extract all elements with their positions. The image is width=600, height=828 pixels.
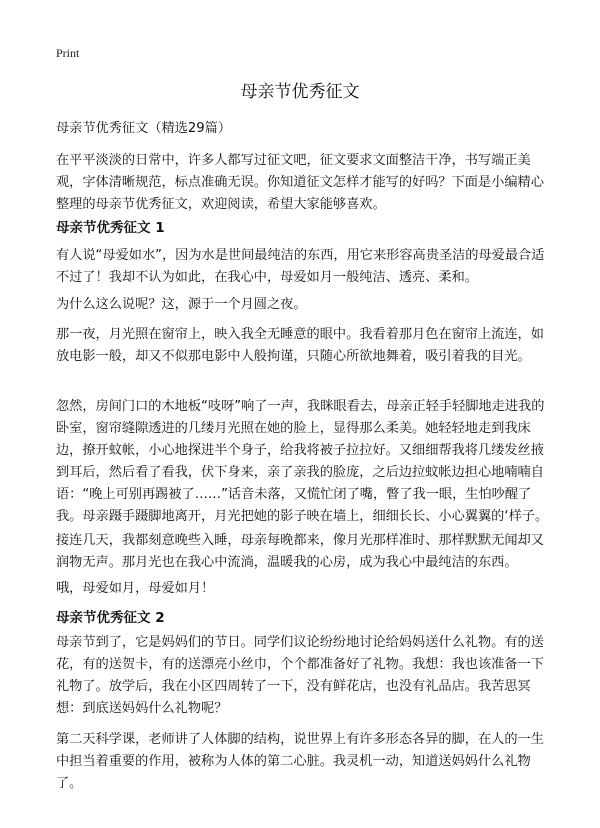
paragraph: 忽然，房间门口的木地板“吱呀”响了一声，我眯眼看去，母亲正轻手轻脚地走进我的卧室，窗帘缝隙透进的几缕月光照在她的脸上，显得那么柔美。她轻轻地走到我床边，撩开蚊帐，小心地探进半个身子，给我将被子拉拉好。又细细帮我将几缕发丝掖到耳后，然后看了看我，伏下身来，亲了亲我的脸庞，之后边拉蚊帐边担心地喃喃自语：“晚上可别再踢被了……”话音未落，又慌忙闭了嘴，瞥了我一眼，生怕吵醒了我。母亲蹑手蹑脚地离开，月光把她的影子映在墙上，细细长长、小心翼翼的‘样子。 [56,399,549,524]
page-title: 母亲节优秀征文 [240,82,360,102]
paragraph: 有人说“母爱如水”，因为水是世间最纯洁的东西，用它来形容高贵圣洁的母爱最合适不过了！我却不认为如此，在我心中，母爱如月一般纯洁、透亮、柔和。 [56,248,545,285]
paragraph: 母亲节到了，它是妈妈们的节日。同学们议论纷纷地讨论给妈妈送什么礼物。有的送花，有的送贺卡，有的送漂亮小丝巾，个个都准备好了礼物。我想：我也该准备一下礼物了。放学后，我在小区四周转了一下，没有鲜花店，也没有礼品店。我苦思冥想：到底送妈妈什么礼物呢？ [56,635,544,716]
paragraph: 接连几天，我都刻意晚些入睡，母亲每晚都来，像月光那样准时、那样默默无闻却又润物无声。那月光也在我心中流淌，温暖我的心房，成为我心中最纯洁的东西。 [56,533,544,570]
intro-paragraph: 在平平淡淡的日常中，许多人都写过征文吧，征文要求文面整洁干净，书写端正美观，字体清晰规范，标点准确无误。你知道征文怎样才能写的好吗？下面是小编精心整理的母亲节优秀征文，欢迎阅读，希望大家能够喜欢。 [56,153,544,212]
paragraph: 哦，母爱如月，母爱如月！ [56,581,215,596]
subtitle: 母亲节优秀征文（精选29篇） [56,121,232,136]
paragraph: 第二天科学课，老师讲了人体脚的结构，说世界上有许多形态各异的脚，在人的一生中担当着重要的作用，被称为人体的第二心脏。我灵机一动，知道送妈妈什么礼物了。 [56,732,544,791]
paragraph: 为什么这么说呢？这，源于一个月圆之夜。 [56,297,307,312]
paragraph: 那一夜，月光照在窗帘上，映入我全无睡意的眼中。我看着那月色在窗帘上流连，如放电影一般，却又不似那电影中人般拘谨，只随心所欲地舞着，吸引着我的目光。 [56,327,544,364]
section-heading-1: 母亲节优秀征文 1 [56,220,165,236]
print-label[interactable]: Print [56,46,80,60]
section-heading-2: 母亲节优秀征文 2 [56,610,165,626]
